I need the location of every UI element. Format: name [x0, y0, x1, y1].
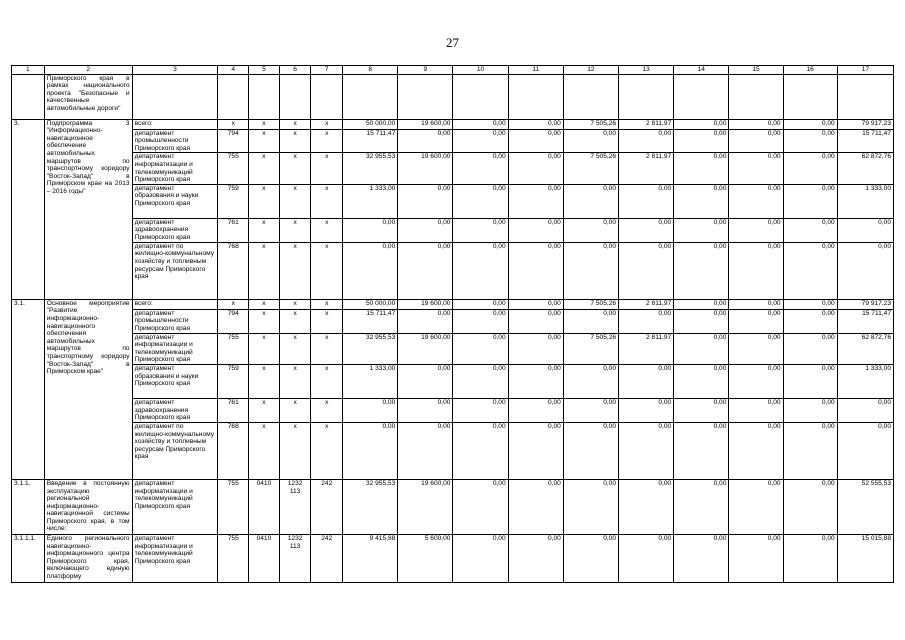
cell-c6: х [279, 153, 311, 184]
cell-c7: х [311, 299, 343, 309]
cell-c10: 0,00 [453, 153, 508, 184]
cell-c5 [249, 74, 280, 119]
cell-c7: х [311, 364, 343, 398]
cell-c9: 0,00 [398, 242, 453, 299]
cell-c8: 50 000,00 [343, 299, 398, 309]
column-header: 1 [12, 66, 45, 75]
cell-c17: 62 872,76 [837, 153, 893, 184]
cell-c2: Введение в постоянную эксплуатацию региональной информационно-навигационной системы Приморского края, в том числе: [44, 479, 132, 534]
cell-c6: 1232 113 [279, 534, 311, 582]
cell-c13: 2 811,97 [619, 299, 674, 309]
cell-c11 [508, 74, 563, 119]
table-row [12, 309, 894, 333]
cell-c8: 1 333,00 [343, 184, 398, 218]
column-header: 14 [674, 66, 729, 75]
cell-c1 [12, 74, 45, 119]
cell-c16: 0,00 [783, 333, 837, 364]
cell-c7: х [311, 184, 343, 218]
column-header: 12 [563, 66, 618, 75]
cell-c8 [343, 74, 398, 119]
cell-c7: 242 [311, 534, 343, 582]
cell-c16 [783, 74, 837, 119]
table-row [12, 119, 894, 129]
cell-c12: 0,00 [563, 184, 618, 218]
column-header: 16 [783, 66, 837, 75]
cell-c12: 7 505,26 [563, 333, 618, 364]
cell-c1: 3.1.1. [12, 479, 45, 534]
cell-c10: 0,00 [453, 242, 508, 299]
cell-c13: 2 811,97 [619, 153, 674, 184]
cell-c14: 0,00 [674, 364, 729, 398]
cell-c9 [398, 74, 453, 119]
cell-c17: 15 711,47 [837, 129, 893, 153]
cell-c14: 0,00 [674, 398, 729, 422]
cell-c6: 1232 113 [279, 479, 311, 534]
cell-c4: х [218, 119, 249, 129]
cell-c7: 242 [311, 479, 343, 534]
cell-c2: Подпрограмма 3 "Информационно-навигационное обеспечение автомобильных маршрутов по транспортному коридору "Восток-Запад" в Приморском крае на 2013 – 2016 годы" [44, 119, 132, 299]
cell-c12: 7 505,26 [563, 153, 618, 184]
cell-c17: 0,00 [837, 422, 893, 479]
cell-c6: х [279, 119, 311, 129]
cell-c10: 0,00 [453, 309, 508, 333]
cell-c6 [279, 74, 311, 119]
cell-c5: х [249, 309, 280, 333]
cell-c9: 0,00 [398, 309, 453, 333]
cell-c13: 0,00 [619, 534, 674, 582]
cell-c9: 0,00 [398, 364, 453, 398]
cell-c8: 32 955,53 [343, 479, 398, 534]
cell-c5: х [249, 153, 280, 184]
cell-c11: 0,00 [508, 184, 563, 218]
cell-c12: 0,00 [563, 218, 618, 242]
cell-c4: 755 [218, 479, 249, 534]
cell-c7: х [311, 129, 343, 153]
cell-c2: Приморского края в рамках национального проекта "Безопасные и качественные автомобильные дороги" [44, 74, 132, 119]
cell-c3: департамент промышленности Приморского края [132, 129, 218, 153]
column-header: 9 [398, 66, 453, 75]
table-row [12, 333, 894, 364]
cell-c14: 0,00 [674, 309, 729, 333]
cell-c12: 0,00 [563, 398, 618, 422]
cell-c15: 0,00 [729, 184, 783, 218]
cell-c13: 0,00 [619, 364, 674, 398]
cell-c9: 0,00 [398, 422, 453, 479]
cell-c7: х [311, 119, 343, 129]
cell-c14: 0,00 [674, 242, 729, 299]
cell-c13: 0,00 [619, 422, 674, 479]
cell-c15: 0,00 [729, 299, 783, 309]
cell-c9: 0,00 [398, 129, 453, 153]
cell-c5: х [249, 218, 280, 242]
page-number: 27 [446, 35, 459, 50]
cell-c17: 52 555,53 [837, 479, 893, 534]
cell-c11: 0,00 [508, 129, 563, 153]
cell-c10: 0,00 [453, 534, 508, 582]
cell-c13: 0,00 [619, 398, 674, 422]
cell-c14: 0,00 [674, 153, 729, 184]
cell-c6: х [279, 299, 311, 309]
cell-c15: 0,00 [729, 242, 783, 299]
cell-c8: 32 955,53 [343, 333, 398, 364]
cell-c6: х [279, 333, 311, 364]
cell-c8: 32 955,53 [343, 153, 398, 184]
cell-c9: 19 600,00 [398, 479, 453, 534]
table-row [12, 422, 894, 479]
table-row [12, 153, 894, 184]
cell-c13: 0,00 [619, 309, 674, 333]
cell-c3: департамент образования и науки Приморского края [132, 184, 218, 218]
cell-c16: 0,00 [783, 479, 837, 534]
cell-c12: 7 505,26 [563, 119, 618, 129]
cell-c3: департамент информатизации и телекоммуникаций Приморского края [132, 479, 218, 534]
cell-c9: 0,00 [398, 398, 453, 422]
column-header: 10 [453, 66, 508, 75]
cell-c16: 0,00 [783, 153, 837, 184]
cell-c7: х [311, 333, 343, 364]
cell-c11: 0,00 [508, 422, 563, 479]
cell-c16: 0,00 [783, 242, 837, 299]
cell-c5: х [249, 422, 280, 479]
cell-c7: х [311, 153, 343, 184]
column-header: 17 [837, 66, 893, 75]
cell-c8: 15 711,47 [343, 309, 398, 333]
cell-c6: х [279, 422, 311, 479]
cell-c3: департамент образования и науки Приморского края [132, 364, 218, 398]
cell-c16: 0,00 [783, 184, 837, 218]
cell-c4: х [218, 299, 249, 309]
cell-c12: 7 505,26 [563, 299, 618, 309]
cell-c15: 0,00 [729, 364, 783, 398]
cell-c17: 15 015,88 [837, 534, 893, 582]
table-row [12, 242, 894, 299]
cell-c12: 0,00 [563, 422, 618, 479]
cell-c5: х [249, 242, 280, 299]
cell-c10: 0,00 [453, 398, 508, 422]
cell-c3: всего: [132, 299, 218, 309]
cell-c10: 0,00 [453, 129, 508, 153]
cell-c16: 0,00 [783, 119, 837, 129]
cell-c16: 0,00 [783, 218, 837, 242]
cell-c15: 0,00 [729, 479, 783, 534]
cell-c15: 0,00 [729, 422, 783, 479]
cell-c4: 761 [218, 398, 249, 422]
cell-c16: 0,00 [783, 299, 837, 309]
column-header: 7 [311, 66, 343, 75]
cell-c4: 794 [218, 309, 249, 333]
header-row [12, 66, 894, 75]
cell-c6: х [279, 242, 311, 299]
cell-c7: х [311, 422, 343, 479]
cell-c4: 768 [218, 422, 249, 479]
cell-c5: х [249, 333, 280, 364]
cell-c5: 0410 [249, 479, 280, 534]
cell-c8: 15 711,47 [343, 129, 398, 153]
cell-c11: 0,00 [508, 364, 563, 398]
cell-c17: 62 872,76 [837, 333, 893, 364]
cell-c5: х [249, 119, 280, 129]
cell-c3: всего: [132, 119, 218, 129]
cell-c14: 0,00 [674, 333, 729, 364]
cell-c13: 0,00 [619, 129, 674, 153]
cell-c6: х [279, 364, 311, 398]
budget-table [11, 65, 894, 583]
cell-c11: 0,00 [508, 479, 563, 534]
cell-c3: департамент промышленности Приморского края [132, 309, 218, 333]
column-header: 2 [44, 66, 132, 75]
cell-c3: департамент информатизации и телекоммуникаций Приморского края [132, 534, 218, 582]
cell-c14: 0,00 [674, 119, 729, 129]
cell-c3 [132, 74, 218, 119]
column-header: 5 [249, 66, 280, 75]
cell-c8: 0,00 [343, 218, 398, 242]
cell-c4 [218, 74, 249, 119]
cell-c9: 0,00 [398, 184, 453, 218]
cell-c9: 19 600,00 [398, 299, 453, 309]
cell-c17: 1 333,00 [837, 184, 893, 218]
cell-c7 [311, 74, 343, 119]
cell-c16: 0,00 [783, 398, 837, 422]
cell-c16: 0,00 [783, 309, 837, 333]
cell-c8: 1 333,00 [343, 364, 398, 398]
cell-c11: 0,00 [508, 153, 563, 184]
cell-c15: 0,00 [729, 119, 783, 129]
cell-c7: х [311, 218, 343, 242]
cell-c4: 759 [218, 364, 249, 398]
cell-c7: х [311, 398, 343, 422]
cell-c17: 0,00 [837, 218, 893, 242]
cell-c4: 761 [218, 218, 249, 242]
cell-c12: 0,00 [563, 242, 618, 299]
cell-c12: 0,00 [563, 534, 618, 582]
cell-c10: 0,00 [453, 422, 508, 479]
cell-c12: 0,00 [563, 364, 618, 398]
cell-c10: 0,00 [453, 479, 508, 534]
cell-c6: х [279, 398, 311, 422]
cell-c16: 0,00 [783, 129, 837, 153]
cell-c5: х [249, 184, 280, 218]
table-row [12, 184, 894, 218]
cell-c15: 0,00 [729, 398, 783, 422]
cell-c1: 3.1.1.1. [12, 534, 45, 582]
cell-c10 [453, 74, 508, 119]
cell-c10: 0,00 [453, 299, 508, 309]
column-header: 11 [508, 66, 563, 75]
table-row [12, 364, 894, 398]
column-header: 3 [132, 66, 218, 75]
cell-c3: департамент информатизации и телекоммуникаций Приморского края [132, 333, 218, 364]
cell-c8: 50 000,00 [343, 119, 398, 129]
cell-c15 [729, 74, 783, 119]
table-row [12, 129, 894, 153]
cell-c12: 0,00 [563, 129, 618, 153]
cell-c7: х [311, 242, 343, 299]
cell-c15: 0,00 [729, 129, 783, 153]
cell-c16: 0,00 [783, 534, 837, 582]
cell-c5: х [249, 129, 280, 153]
cell-c15: 0,00 [729, 333, 783, 364]
table-row [12, 218, 894, 242]
cell-c11: 0,00 [508, 299, 563, 309]
cell-c4: 759 [218, 184, 249, 218]
table-row [12, 534, 894, 582]
cell-c15: 0,00 [729, 153, 783, 184]
cell-c9: 19 600,00 [398, 153, 453, 184]
cell-c17: 79 917,23 [837, 299, 893, 309]
cell-c12 [563, 74, 618, 119]
cell-c11: 0,00 [508, 398, 563, 422]
cell-c13: 0,00 [619, 184, 674, 218]
cell-c17 [837, 74, 893, 119]
cell-c3: департамент по жилищно-коммунальному хозяйству и топливным ресурсам Приморского края [132, 242, 218, 299]
cell-c8: 9 415,88 [343, 534, 398, 582]
table-row [12, 74, 894, 119]
cell-c15: 0,00 [729, 534, 783, 582]
cell-c6: х [279, 184, 311, 218]
table-row [12, 479, 894, 534]
column-header: 15 [729, 66, 783, 75]
cell-c4: 768 [218, 242, 249, 299]
cell-c1: 3.1. [12, 299, 45, 479]
cell-c14: 0,00 [674, 479, 729, 534]
cell-c11: 0,00 [508, 534, 563, 582]
cell-c15: 0,00 [729, 309, 783, 333]
cell-c13: 0,00 [619, 218, 674, 242]
cell-c12: 0,00 [563, 479, 618, 534]
cell-c11: 0,00 [508, 242, 563, 299]
cell-c4: 755 [218, 153, 249, 184]
cell-c3: департамент по жилищно-коммунальному хозяйству и топливным ресурсам Приморского края [132, 422, 218, 479]
cell-c8: 0,00 [343, 422, 398, 479]
cell-c14: 0,00 [674, 129, 729, 153]
cell-c13: 0,00 [619, 479, 674, 534]
cell-c12: 0,00 [563, 309, 618, 333]
column-header: 8 [343, 66, 398, 75]
cell-c16: 0,00 [783, 364, 837, 398]
cell-c9: 19 600,00 [398, 333, 453, 364]
cell-c5: х [249, 398, 280, 422]
cell-c11: 0,00 [508, 119, 563, 129]
cell-c17: 79 917,23 [837, 119, 893, 129]
cell-c2: Единого регионального навигационно-информационного центра Приморского края, включающего единую платформу [44, 534, 132, 582]
cell-c14: 0,00 [674, 299, 729, 309]
cell-c6: х [279, 309, 311, 333]
cell-c10: 0,00 [453, 364, 508, 398]
cell-c10: 0,00 [453, 333, 508, 364]
cell-c3: департамент информатизации и телекоммуникаций Приморского края [132, 153, 218, 184]
cell-c4: 755 [218, 534, 249, 582]
cell-c4: 794 [218, 129, 249, 153]
cell-c5: 0410 [249, 534, 280, 582]
cell-c17: 15 711,47 [837, 309, 893, 333]
cell-c14 [674, 74, 729, 119]
column-header: 4 [218, 66, 249, 75]
cell-c11: 0,00 [508, 309, 563, 333]
cell-c4: 755 [218, 333, 249, 364]
cell-c14: 0,00 [674, 218, 729, 242]
cell-c5: х [249, 364, 280, 398]
cell-c9: 0,00 [398, 218, 453, 242]
cell-c13: 2 811,97 [619, 333, 674, 364]
cell-c11: 0,00 [508, 333, 563, 364]
cell-c17: 0,00 [837, 242, 893, 299]
cell-c13: 0,00 [619, 242, 674, 299]
column-header: 13 [619, 66, 674, 75]
table-row [12, 398, 894, 422]
cell-c15: 0,00 [729, 218, 783, 242]
cell-c13 [619, 74, 674, 119]
cell-c8: 0,00 [343, 398, 398, 422]
cell-c7: х [311, 309, 343, 333]
cell-c16: 0,00 [783, 422, 837, 479]
cell-c9: 19 600,00 [398, 119, 453, 129]
cell-c5: х [249, 299, 280, 309]
cell-c10: 0,00 [453, 119, 508, 129]
cell-c10: 0,00 [453, 184, 508, 218]
cell-c10: 0,00 [453, 218, 508, 242]
cell-c1: 3. [12, 119, 45, 299]
cell-c11: 0,00 [508, 218, 563, 242]
cell-c14: 0,00 [674, 184, 729, 218]
cell-c2: Основное мероприятие "Развитие информационно-навигационного обеспечения автомобильных маршрутов по транспортному коридору "Восток-Запад" в Приморском крае" [44, 299, 132, 479]
cell-c3: департамент здравоохранения Приморского края [132, 218, 218, 242]
cell-c8: 0,00 [343, 242, 398, 299]
cell-c6: х [279, 218, 311, 242]
column-header: 6 [279, 66, 311, 75]
table-row [12, 299, 894, 309]
cell-c17: 0,00 [837, 398, 893, 422]
cell-c14: 0,00 [674, 422, 729, 479]
cell-c3: департамент здравоохранения Приморского края [132, 398, 218, 422]
cell-c17: 1 333,00 [837, 364, 893, 398]
cell-c6: х [279, 129, 311, 153]
cell-c14: 0,00 [674, 534, 729, 582]
cell-c9: 5 600,00 [398, 534, 453, 582]
cell-c13: 2 811,97 [619, 119, 674, 129]
